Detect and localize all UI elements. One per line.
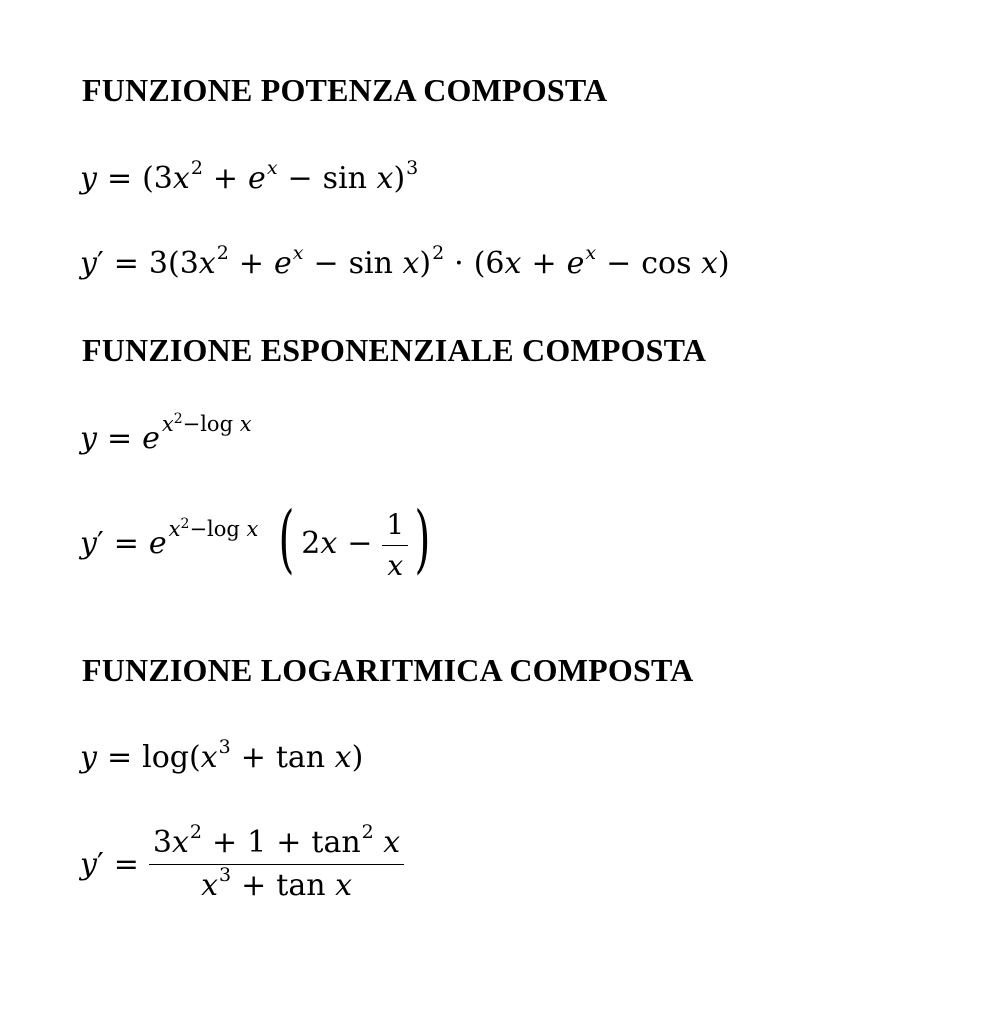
section-heading-logarithmic: FUNZIONE LOGARITMICA COMPOSTA [82, 652, 694, 688]
section-heading-exponential: FUNZIONE ESPONENZIALE COMPOSTA [82, 332, 707, 368]
power-derivative-equation: $y' = 3(3x^2 + e^x - \sin x)^2 \cdot (6x + e^x - \cos x)$ [80, 242, 730, 281]
logarithmic-derivative-equation: y′ = $\frac{3x^2 + 1 + \tan^2 x}{x^3 + \tan x}$ [80, 828, 404, 901]
logarithmic-function-equation: $y = \log(x^3 + \tan x)$ [80, 736, 364, 775]
exponential-derivative-equation: $y' = e^{x^2-log x}$ ( 2x − $\frac{1}{x}$ ) [80, 496, 431, 582]
power-function-equation: $y = (3x^2 + e^x - \sin x)^3$ [80, 157, 419, 196]
exponential-function-equation: $y = e^{x^2-log x}$ [80, 411, 252, 456]
section-heading-power: FUNZIONE POTENZA COMPOSTA [82, 72, 608, 108]
